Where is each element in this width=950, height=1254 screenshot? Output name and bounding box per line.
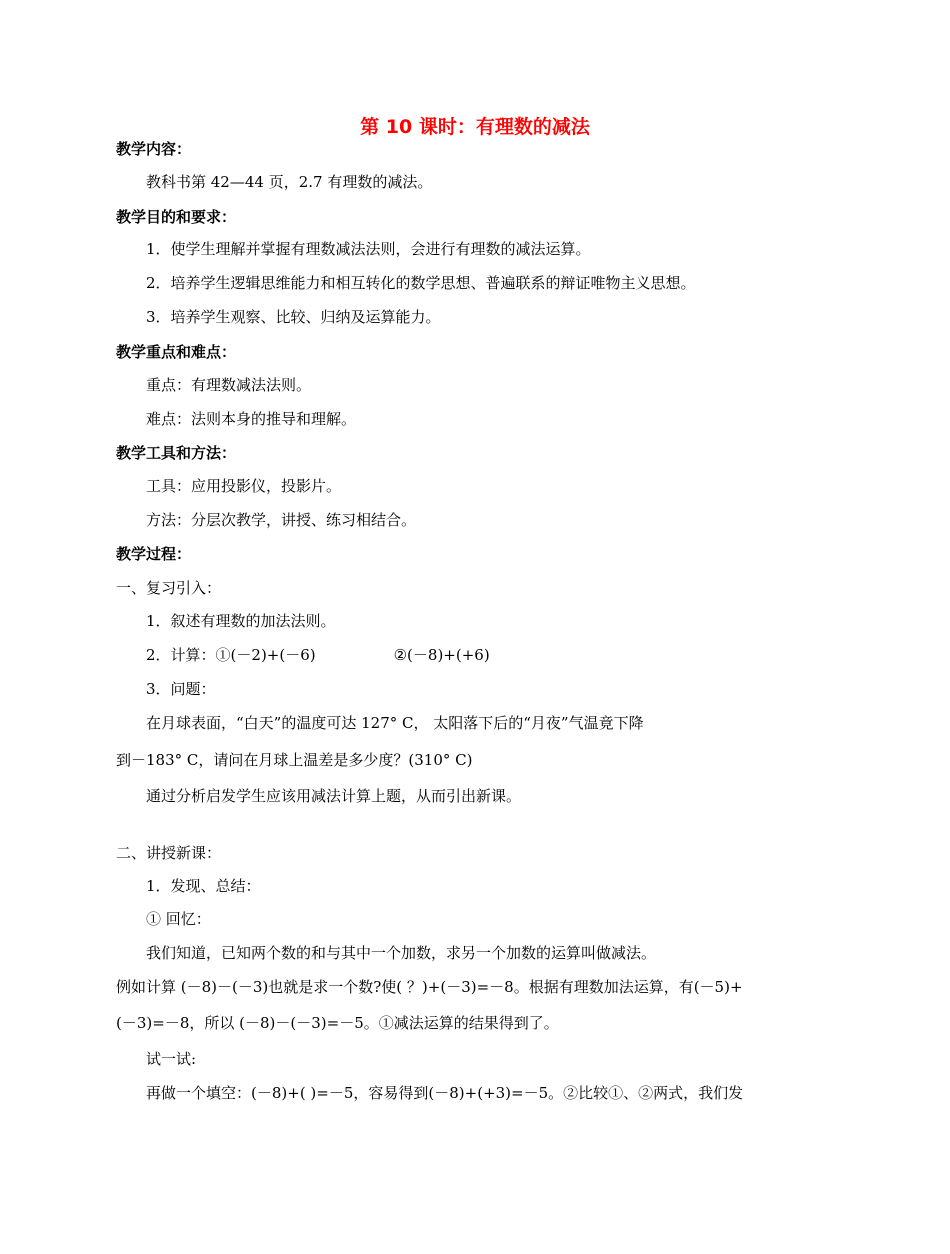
calc-expression-1: 2．计算：①(－2)+(－6) [146, 646, 316, 664]
part-one-heading: 一、复习引入： [116, 579, 222, 597]
goal-item: 1．使学生理解并掌握有理数减法法则，会进行有理数的减法运算。 [146, 240, 591, 258]
paragraph-line: 我们知道，已知两个数的和与其中一个加数，求另一个加数的运算叫做减法。 [146, 944, 657, 962]
moon-question-line-1: 在月球表面，“白天”的温度可达 127° C， 太阳落下后的“月夜”气温竟下降 [146, 714, 644, 732]
key-point-text: 重点：有理数减法法则。 [146, 376, 312, 394]
review-item-3: 3．问题： [146, 680, 216, 698]
paragraph-line: (－3)=－8，所以 (－8)－(－3)=－5。①减法运算的结果得到了。 [116, 1014, 559, 1032]
section-heading-key-points: 教学重点和难点： [116, 343, 237, 361]
goal-item: 2．培养学生逻辑思维能力和相互转化的数学思想、普遍联系的辩证唯物主义思想。 [146, 274, 696, 292]
recall-label: ① 回忆： [146, 910, 211, 928]
review-conclusion: 通过分析启发学生应该用减法计算上题，从而引出新课。 [146, 787, 522, 805]
part-two-heading: 二、讲授新课： [116, 844, 222, 862]
section-heading-process: 教学过程： [116, 545, 192, 563]
new-lesson-item-1: 1．发现、总结： [146, 877, 261, 895]
section-heading-content: 教学内容： [116, 140, 192, 158]
review-item-2 [146, 644, 490, 666]
calc-expression-2: ②(－8)+(+6) [393, 646, 490, 664]
try-label: 试一试: [146, 1050, 197, 1068]
goal-item: 3．培养学生观察、比较、归纳及运算能力。 [146, 308, 441, 326]
page-title: 第 10 课时：有理数的减法 [360, 116, 590, 138]
section-heading-goals: 教学目的和要求： [116, 208, 237, 226]
paragraph-line: 例如计算 (－8)－(－3)也就是求一个数?使( ？)+(－3)=－8。根据有理数加法运算，有(－5)+ [116, 978, 743, 996]
review-item-1: 1．叙述有理数的加法法则。 [146, 612, 336, 630]
difficult-point-text: 难点：法则本身的推导和理解。 [146, 410, 357, 428]
methods-text: 方法：分层次教学，讲授、练习相结合。 [146, 511, 417, 529]
paragraph-line: 再做一个填空：(－8)+( )=－5，容易得到(－8)+(+3)=－5。②比较①、②两式，我们发 [146, 1084, 744, 1102]
content-text: 教科书第 42—44 页，2.7 有理数的减法。 [146, 173, 433, 191]
section-heading-tools: 教学工具和方法： [116, 444, 237, 462]
moon-question-line-2: 到－183° C，请问在月球上温差是多少度？(310° C) [116, 751, 473, 769]
tools-text: 工具：应用投影仪，投影片。 [146, 477, 342, 495]
